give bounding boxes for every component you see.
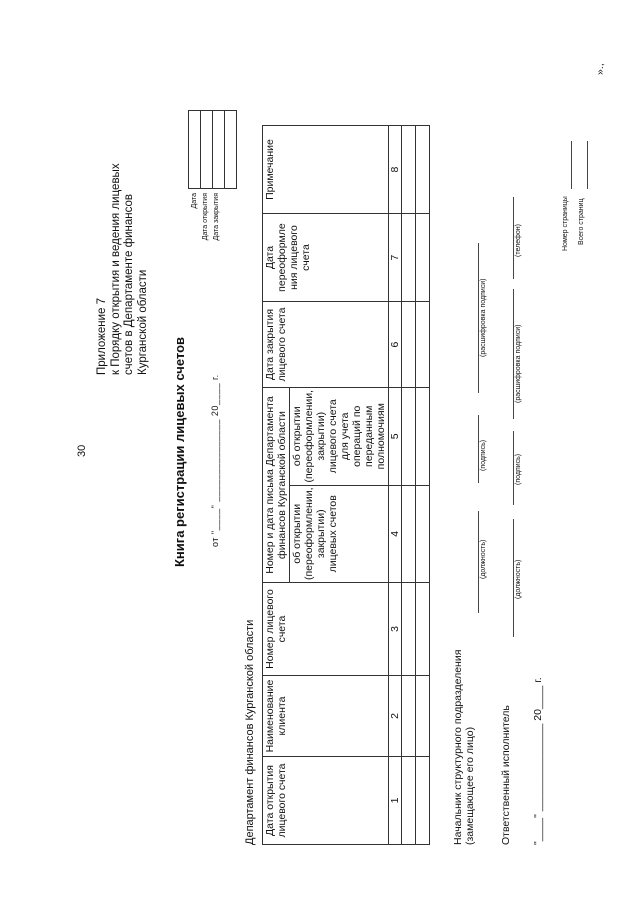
header-letter-powers: об открытии (переоформлении, закрытии) лицевого счета для учета операций по переданным полномочиям (290, 388, 389, 485)
signature-line (478, 511, 479, 613)
table-cell (402, 485, 416, 582)
date-box-cell (213, 111, 225, 189)
table-cell (402, 302, 416, 388)
page-number-line (571, 141, 572, 189)
date-box-cell (189, 111, 201, 189)
table-cell (402, 214, 416, 302)
appendix-line: Приложение 7 (96, 297, 108, 375)
caption-phone: (телефон) (515, 224, 522, 257)
table-cell (416, 676, 430, 757)
column-number: 8 (389, 126, 402, 214)
header-close-date: Дата закрытия лицевого счета (263, 302, 389, 388)
header-client-name: Наименование клиента (263, 676, 389, 757)
column-number: 1 (389, 757, 402, 845)
column-number: 7 (389, 214, 402, 302)
page-number: 30 (76, 444, 88, 457)
column-number: 5 (389, 388, 402, 485)
table-cell (416, 302, 430, 388)
caption-decoding: (расшифровка подписи) (480, 278, 487, 357)
caption-position: (должность) (480, 539, 487, 579)
table-cell (416, 214, 430, 302)
table-cell (416, 757, 430, 845)
signature-date: "____" _______________ 20____ г. (532, 677, 544, 845)
department-name: Департамент финансов Курганской области (244, 619, 256, 845)
head-title-line2: (замещающее его лицо) (464, 726, 476, 845)
page-number-label: Номер страницы (562, 196, 569, 251)
signature-line (478, 415, 479, 483)
date-box-cell (201, 111, 213, 189)
table-cell (402, 388, 416, 485)
date-box-label-close: Дата закрытия (213, 193, 220, 241)
table-cell (402, 583, 416, 676)
registration-table (262, 125, 430, 845)
caption-signature: (подпись) (480, 439, 487, 471)
column-number: 6 (389, 302, 402, 388)
table-cell (402, 757, 416, 845)
table-cell (416, 126, 430, 214)
table-cell (416, 388, 430, 485)
column-number: 4 (389, 485, 402, 582)
column-number: 2 (389, 676, 402, 757)
corner-mark: »., (594, 63, 606, 75)
date-box-cell (225, 111, 237, 189)
table-cell (402, 126, 416, 214)
signature-line (513, 289, 514, 419)
date-box-label-open: Дата открытия (202, 193, 209, 241)
header-letter-group: Номер и дата письма Департамента финансов Курганской области (263, 388, 290, 583)
table-cell (402, 676, 416, 757)
caption-signature: (подпись) (515, 453, 522, 485)
head-title-line1: Начальник структурного подразделения (452, 649, 464, 845)
signature-line (513, 197, 514, 279)
date-box-label-date: Дата (191, 193, 198, 209)
date-box (188, 110, 237, 189)
signature-line (513, 519, 514, 637)
appendix-line: Курганской области (136, 269, 149, 375)
caption-position: (должность) (515, 559, 522, 599)
appendix-line: к Порядку открытия и ведения лицевых (109, 163, 122, 375)
signature-line (478, 243, 479, 393)
appendix-line: счетов в Департаменте финансов (123, 193, 135, 375)
header-letter-accounts: об открытии (переоформлении, закрытии) лицевых счетов (290, 485, 389, 582)
total-pages-line (587, 141, 588, 189)
signature-line (513, 431, 514, 505)
header-account-number: Номер лицевого счета (263, 583, 389, 676)
header-open-date: Дата открытия лицевого счета (263, 757, 389, 845)
header-reissue-date: Дата переоформле ния лицевого счета (263, 214, 389, 302)
column-number: 3 (389, 583, 402, 676)
appendix-block (96, 163, 150, 375)
document-date-line: от "____" _______________ 20____ г. (210, 374, 220, 547)
document-title: Книга регистрации лицевых счетов (172, 336, 187, 567)
caption-decoding: (расшифровка подписи) (515, 324, 522, 403)
executor-title: Ответственный исполнитель (500, 705, 512, 845)
total-pages-label: Всего страниц (578, 198, 585, 245)
table-cell (416, 485, 430, 582)
table-cell (416, 583, 430, 676)
header-note: Примечание (263, 126, 389, 214)
